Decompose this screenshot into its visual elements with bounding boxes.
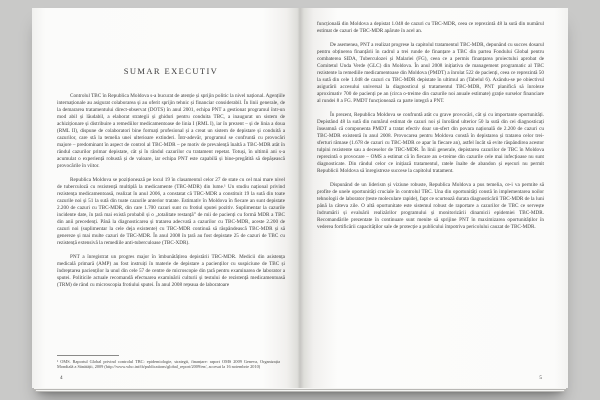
paragraph: Republica Moldova se poziționează pe locul 19 în clasamentul celor 27 de state cu cel mai mare nivel de tuberculoză cu rezistență multiplă la medicamente (TBC-MDR) din lume.¹ Un studiu național privind rezistența medicamentoasă, realizat în anul 2006, a constatat că TBC-MDR a constituit 19 la sută din toate cazurile noi și 51 la sută din toate cazurile anterior tratate. Estimativ în Moldova în fiecare an sunt depistate 2.200 de cazuri cu TBC-MDR, din care 1.700 cazuri sunt cu frotiul sputei pozitiv. Suplimentar la cazurile incidente date, în țară mai există probabil și o „totalitate restanță” de mii de pacienți cu formă MDR a TBC din anii precedenți. Până la diagnosticarea și tratarea adecvată a cazurilor cu TBC-MDR, aceste 2.200 de cazuri noi (suplimentar la cele deja existente) cu TBC-MDR continuă să răspândească TBC-MDR și să genereze și mai multe cazuri de TBC-MDR. În anul 2008 în țară au fost depistate 25 de cazuri de TBC cu rezistență extensivă la remediile anti-tuberculoase (TBC-XDR).: [57, 177, 285, 246]
right-page: [300, 8, 568, 388]
footnote: ¹ OMS. Raportul Global privind controlul TBC: epidemiologie, strategii, finanțare: raport OMS 2009 Geneva, Organizația Mondială a Sănătății, 2009 (http://www.who.int/tb/publications/global_report/2009/en/, accesat la 16 noiembrie 2010): [57, 358, 280, 370]
page-number: 5: [539, 375, 542, 381]
paragraph: PNT a înregistrat un progres major în îmbunătățirea depistării TBC-MDR. Medicii din asistența medicală primară (AMP) au fost instruiți în materie de depistare a pacienților cu suspiciune de TBC și îndreptarea pacienților la unul din cele 57 de centre de microscopie din țară pentru examinarea de laborator a sputei. Politicile actuale recomandă efectuarea examinării culturii și testului de rezistență medicamentoasă (TRM) de rând cu microscopia frotiului sputei. În anul 2008 rețeaua de laboratoare: [57, 254, 285, 288]
paragraph: De asemenea, PNT a realizat progrese la capitolul tratamentul TBC-MDR, depunând cu succes dosarul pentru obținerea finanțării în cadrul a trei runde de finanțare a TBC din partea Fondului Global pentru combaterea SIDA, Tuberculozei și Malariei (FG), ceea ce a permis finanțarea proiectului aprobat de Comitetul Unda Verde (GLC) din Moldova. În anul 2008 inițiativa de management programatic al TBC rezistente la remediile medicamentoase din Moldova (PMDT) a înrolat 522 de pacienți, ceea ce reprezintă 50 la sută din cele 1.048 de cazuri cu TBC-MDR depistate în ultimul an (Tabelul 6). Axându-se pe obiectivul asigurării accesului universal la diagnosticul și tratamentul TBC-MDR, PNT planifică să înroleze aproximativ 700 de pacienți pe an (circa o-treime din cazurile noi anuale estimate) grație surselor financiare al rundei 8 a FG. PMDT funcționează ca parte integră a PNT.: [317, 42, 544, 104]
page-title: SUMAR EXECUTIV: [123, 66, 219, 76]
left-page-content: [32, 8, 300, 388]
left-page: [32, 8, 300, 388]
right-page-content: [300, 8, 568, 388]
paragraph: În prezent, Republica Moldova se confruntă atât cu grave provocări, cât și cu importante oportunități. Depistând 48 la sută din numărul estimat de cazuri noi și înrolând ulterior 50 la sută din cei diagnosticați înseamnă că componenta PMDT a tratat efectiv doar un-sfert din povara națională de 2.200 de cazuri cu TBC-MDR existentă în anul 2008. Provocarea pentru Moldova constă în depistarea și tratarea celor trei-sferturi rămase (1.678 de cazuri cu TBC-MDR ce apar în fiecare an), astfel încât să evite răspândirea acestor tulpini rezistente sau a deceselor de TBC-MDR. În linii generale, depistarea cazurilor de TBC în Moldova reprezintă o provocare – OMS a estimat că în fiecare an o-treime din cazurile cele mai infecțioase nu sunt diagnosticate. Din rândul celor ce inițiază tratamentul, ratele înalte de abandon și eșecuri nu permit Republicii Moldova să înregistreze succese la capitolul tratament.: [317, 112, 544, 174]
footnote-block: [57, 355, 280, 370]
book-spread: [32, 8, 568, 388]
paragraph: funcțională din Moldova a depistat 1.048 de cazuri cu TBC-MDR, ceea ce reprezintă 48 la sută din numărul estimat de cazuri de TBC-MDR apărute în acel an.: [317, 21, 544, 34]
paragraph: Controlul TBC în Republica Moldova s-a bucurat de atenție și sprijin politic la nivel național. Agențiile internaționale au asigurat colaborarea și au oferit sprijin tehnic și financiar considerabil. În linii generale, de la demararea tratamentului direct-observat (DOTS) în anul 2001, echipa PNT a gestionat programul într-un mod abil și lăudabil, a elaborat strategii și ghiduri pentru conduita TBC, a inaugurat un sistem de achiziționare și distribuire a remediilor medicamentoase de linia I (RML I), iar în prezent – și de linia a doua (RML II), dispune de colaboratori bine formați profesional și a creat un sistem de depistare și conduită a cazurilor, care stă la temelia unei ulterioare extinderi. Într-adevăr, programul se confruntă cu provocări majore – predominant în aspect de control al TBC-MDR – pe motiv de prevalență înaltă a TBC-MDR atât în rândul cazurilor primar depistate, cât și în rândul cazurilor cu tratament repetat. Totuși, în ultimii ani s-a acumulat o experiență robustă și de valoare, iar echipa PNT este capabilă și bine-pregătită să depășească provocările în viitor.: [57, 93, 285, 169]
page-number: 4: [60, 375, 63, 381]
footnote-rule: [57, 355, 119, 356]
paragraph: Dispunând de un liderism și viziune robuste, Republica Moldova a pus temelia, ce-i va permite să profite de unele oportunități cruciale în controlul TBC. Una din oportunități constă în implementarea noilor tehnologii de laborator (teste moleculare rapide), fapt ce scurtează durata diagnosticării TBC-MDR de la luni până la câteva zile. O altă oportunitate este sistemul robust de raportare a cazurilor de TBC ce servește îndrumării și evaluării realizărilor programului și monitorizării dinamicii epidemiei TBC-MDR. Recomandările prezentate în continuare sunt menite să sprijine PNT în maximizarea oportunităților în vederea fortificării capacităților sale de protecție a publicului împotriva pericolului cauzat de TBC-MDR.: [317, 182, 544, 230]
